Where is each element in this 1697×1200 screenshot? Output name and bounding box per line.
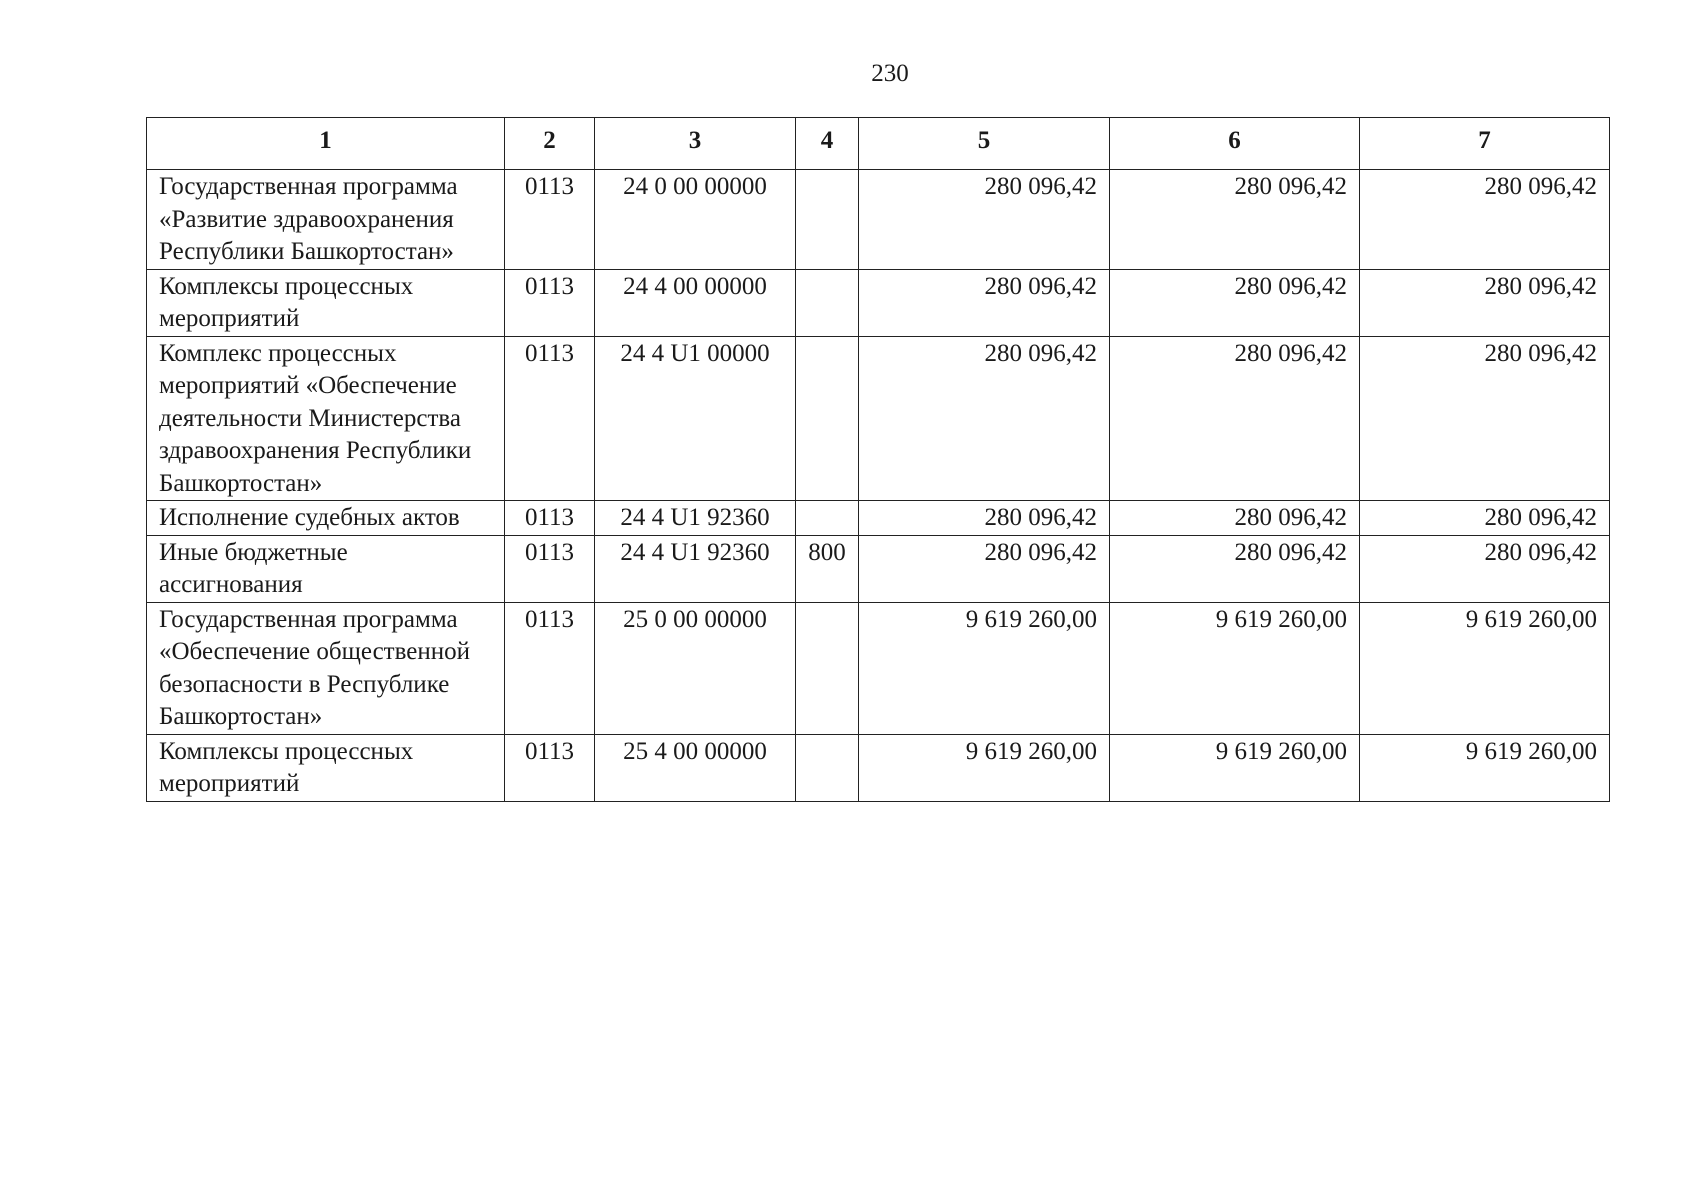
target-article-code: 24 4 U1 92360 [595,535,796,602]
expense-type-code [796,336,859,501]
column-header: 3 [595,118,796,170]
amount-col5: 280 096,42 [859,170,1110,270]
section-code: 0113 [505,734,595,801]
table-row [147,269,1610,336]
amount-col7: 280 096,42 [1360,535,1610,602]
table-row [147,501,1610,536]
table-row [147,535,1610,602]
amount-col7: 280 096,42 [1360,269,1610,336]
expense-type-code [796,170,859,270]
target-article-code: 24 4 U1 00000 [595,336,796,501]
amount-col5: 280 096,42 [859,501,1110,536]
table-row [147,170,1610,270]
amount-col5: 9 619 260,00 [859,602,1110,734]
table-row [147,602,1610,734]
amount-col6: 280 096,42 [1110,501,1360,536]
amount-col6: 9 619 260,00 [1110,602,1360,734]
amount-col7: 280 096,42 [1360,501,1610,536]
row-name: Комплекс процессных мероприятий «Обеспечение деятельности Министерства здравоохранения Республики Башкортостан» [147,336,505,501]
column-header: 1 [147,118,505,170]
row-name: Комплексы процессных мероприятий [147,269,505,336]
section-code: 0113 [505,269,595,336]
amount-col7: 9 619 260,00 [1360,734,1610,801]
amount-col6: 280 096,42 [1110,535,1360,602]
target-article-code: 24 4 00 00000 [595,269,796,336]
expense-type-code [796,269,859,336]
row-name: Исполнение судебных актов [147,501,505,536]
amount-col5: 280 096,42 [859,336,1110,501]
amount-col6: 9 619 260,00 [1110,734,1360,801]
amount-col7: 280 096,42 [1360,336,1610,501]
target-article-code: 25 0 00 00000 [595,602,796,734]
target-article-code: 24 0 00 00000 [595,170,796,270]
amount-col5: 280 096,42 [859,269,1110,336]
column-header: 4 [796,118,859,170]
section-code: 0113 [505,535,595,602]
section-code: 0113 [505,170,595,270]
expense-type-code [796,602,859,734]
expense-type-code [796,501,859,536]
page-number: 230 [871,60,909,87]
row-name: Комплексы процессных мероприятий [147,734,505,801]
target-article-code: 25 4 00 00000 [595,734,796,801]
table-row [147,336,1610,501]
column-header: 2 [505,118,595,170]
column-header: 5 [859,118,1110,170]
section-code: 0113 [505,501,595,536]
column-header: 7 [1360,118,1610,170]
budget-table [146,117,1610,802]
section-code: 0113 [505,602,595,734]
section-code: 0113 [505,336,595,501]
expense-type-code [796,734,859,801]
target-article-code: 24 4 U1 92360 [595,501,796,536]
amount-col5: 280 096,42 [859,535,1110,602]
amount-col5: 9 619 260,00 [859,734,1110,801]
row-name: Государственная программа «Развитие здравоохранения Республики Башкортостан» [147,170,505,270]
expense-type-code: 800 [796,535,859,602]
table-row [147,734,1610,801]
amount-col6: 280 096,42 [1110,336,1360,501]
column-header: 6 [1110,118,1360,170]
table-header-row [147,118,1610,170]
row-name: Иные бюджетные ассигнования [147,535,505,602]
amount-col7: 9 619 260,00 [1360,602,1610,734]
amount-col7: 280 096,42 [1360,170,1610,270]
amount-col6: 280 096,42 [1110,170,1360,270]
amount-col6: 280 096,42 [1110,269,1360,336]
row-name: Государственная программа «Обеспечение общественной безопасности в Республике Башкортостан» [147,602,505,734]
